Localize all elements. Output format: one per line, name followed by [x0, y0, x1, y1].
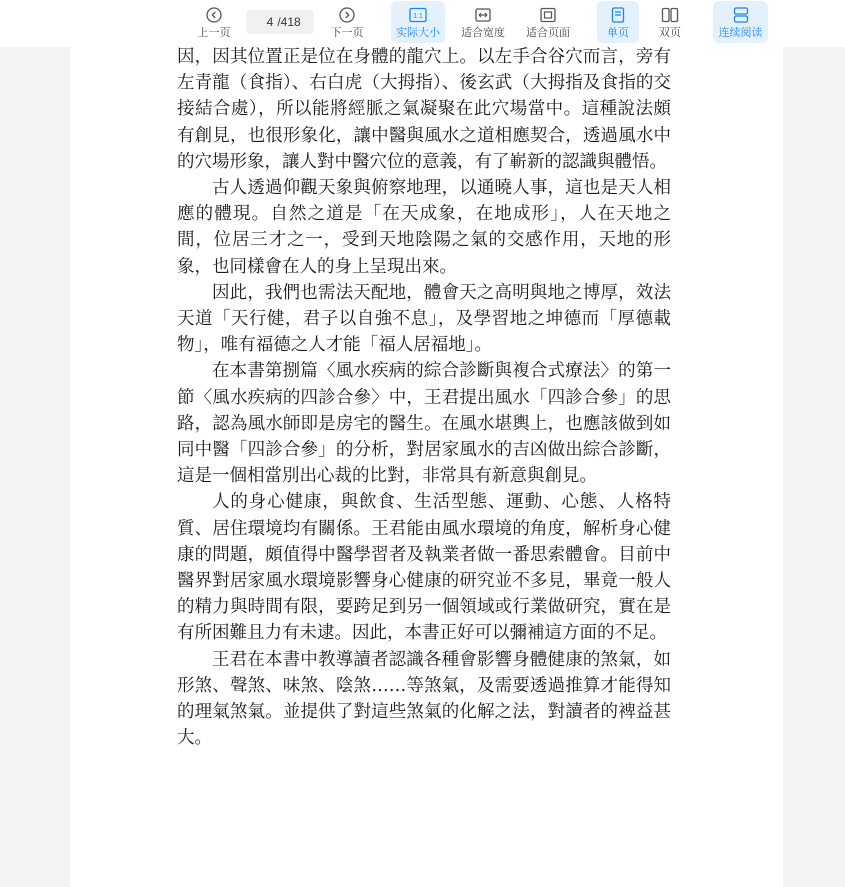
page-number-input[interactable] — [259, 15, 273, 29]
actual-size-icon — [409, 7, 427, 23]
paragraph: 在本書第捌篇〈風水疾病的綜合診斷與複合式療法〉的第一節〈風水疾病的四診合參〉中，王君提出風水「四診合參」的思路，認為風水師即是房宅的醫生。在風水堪輿上，也應該做到如同中醫「四診合參」的分析，對居家風水的吉凶做出綜合診斷，這是一個相當別出心裁的比對，非常具有新意與創見。 — [177, 361, 671, 487]
fit-page-label: 适合页面 — [526, 27, 570, 39]
single-page-button[interactable] — [597, 1, 639, 43]
svg-text:1:1: 1:1 — [413, 13, 423, 20]
actual-size-button[interactable] — [391, 1, 445, 43]
continuous-reading-label: 连续阅读 — [718, 27, 763, 39]
chevron-left-circle-icon — [206, 7, 222, 23]
chevron-right-circle-icon — [339, 7, 355, 23]
continuous-reading-button[interactable] — [713, 1, 768, 43]
page-separator: / — [277, 15, 281, 29]
paragraph: 因此，我們也需法天配地，體會天之高明與地之博厚，效法天道「天行健，君子以自強不息」，及學習地之坤德而「厚德載物」，唯有福德之人才能「福人居福地」。 — [177, 282, 671, 356]
paragraph: 因，因其位置正是位在身體的龍穴上。以左手合谷穴而言，旁有左青龍（食指）、右白虎（大拇指）、後玄武（大拇指及食指的交接結合處），所以能將經脈之氣凝聚在此穴場當中。這種說法頗有創見，也很形象化，讓中醫與風水之道相應契合，透過風水中的穴場形象，讓人對中醫穴位的意義，有了嶄新的認識與體悟。 — [177, 47, 671, 172]
paragraph: 人的身心健康，與飲食、生活型態、運動、心態、人格特質、居住環境均有關係。王君能由風水環境的角度，解析身心健康的問題，頗值得中醫學習者及執業者做一番思索體會。目前中醫界對居家風水環境影響身心健康的研究並不多見，畢竟一般人的精力與時間有限，要跨足到另一個領域或行業做研究，實在是有所困難且力有未逮。因此，本書正好可以彌補這方面的不足。 — [177, 492, 671, 644]
next-page-label: 下一页 — [330, 27, 364, 39]
page-indicator — [246, 10, 314, 34]
single-page-icon — [611, 7, 625, 23]
viewer-toolbar — [0, 0, 845, 47]
fit-width-label: 适合宽度 — [461, 27, 505, 39]
double-page-icon — [661, 7, 679, 23]
single-page-label: 单页 — [607, 27, 629, 39]
fit-width-icon — [475, 7, 491, 23]
next-page-button[interactable] — [323, 1, 371, 43]
fit-page-icon — [540, 7, 556, 23]
double-page-button[interactable] — [649, 1, 691, 43]
paragraph: 王君在本書中教導讀者認識各種會影響身體健康的煞氣，如形煞、聲煞、味煞、陰煞……等煞氣，及需要透過推算才能得知的理氣煞氣。並提供了對這些煞氣的化解之法，對讀者的裨益甚大。 — [177, 649, 671, 749]
paragraph: 古人透過仰觀天象與俯察地理，以通曉人事，這也是天人相應的體現。自然之道是「在天成象，在地成形」，人在天地之間，位居三才之一，受到天地陰陽之氣的交感作用，天地的形象，也同樣會在人的身上呈現出來。 — [177, 178, 671, 277]
prev-page-button[interactable] — [190, 1, 238, 43]
page-text — [177, 44, 671, 751]
fit-width-button[interactable] — [455, 1, 511, 43]
actual-size-label: 实际大小 — [396, 27, 440, 39]
prev-page-label: 上一页 — [197, 27, 231, 39]
fit-page-button[interactable] — [520, 1, 576, 43]
page-total: 418 — [280, 15, 301, 29]
continuous-reading-icon — [733, 7, 749, 23]
double-page-label: 双页 — [659, 27, 681, 39]
